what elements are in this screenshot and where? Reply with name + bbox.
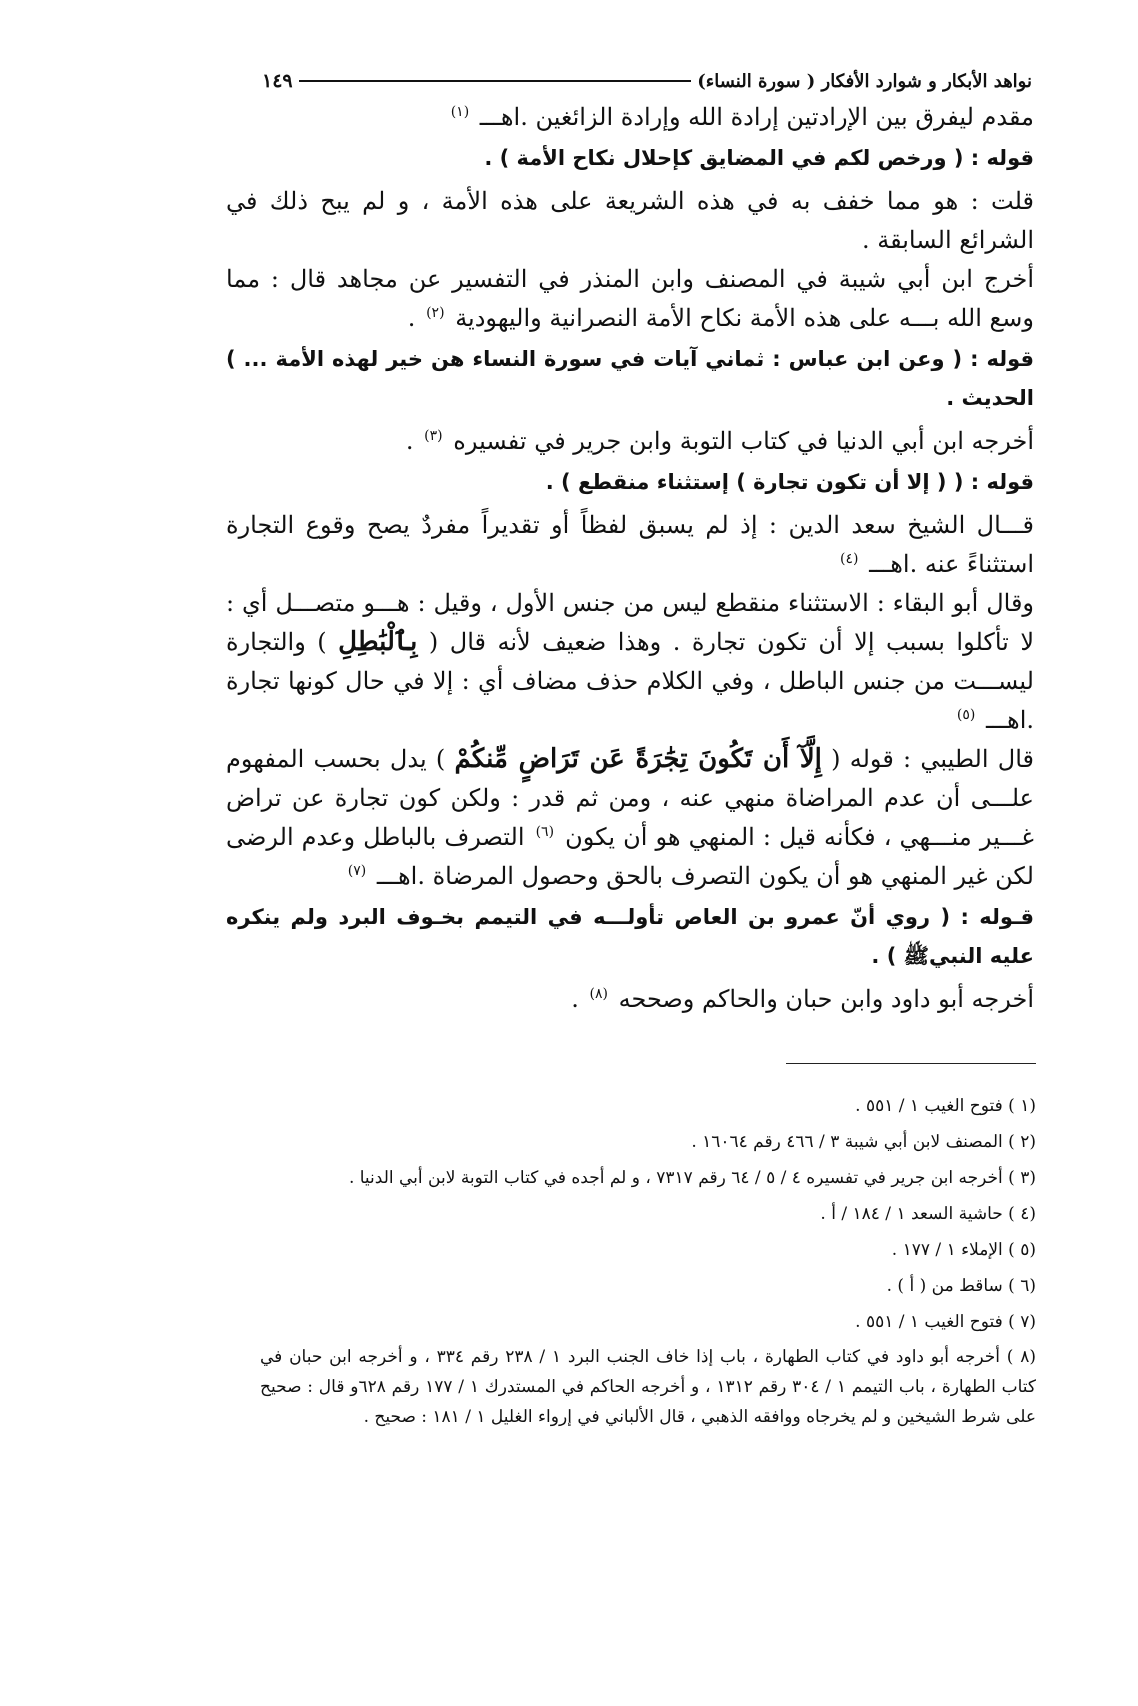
footnote-ref: (١) bbox=[450, 104, 470, 120]
footnote-ref: (٧) bbox=[347, 863, 367, 879]
paragraph-end: . bbox=[405, 427, 414, 455]
footnote-item: (٤ ) حاشية السعد ١ / ١٨٤ / أ . bbox=[820, 1204, 1036, 1224]
paragraph-text: التصرف بالباطل وعدم الرضى لكن غير المنهي هو أن يكون التصرف بالحق وحصول المرضاة .اهـــ bbox=[226, 823, 1034, 890]
paragraph bbox=[226, 740, 1034, 896]
commentary-heading: قـوله : ( روي أنّ عمرو بن العاص تأولـــه في التيمم بخـوف البرد ولم ينكره عليه النبيﷺ ) . bbox=[226, 905, 1034, 968]
footnote-item: (٧ ) فتوح الغيب ١ / ٥٥١ . bbox=[855, 1312, 1036, 1332]
running-header bbox=[262, 66, 1032, 96]
footnotes bbox=[260, 1090, 1036, 1436]
footnote-item: (٢ ) المصنف لابن أبي شيبة ٣ / ٤٦٦ رقم ١٦٠٦٤ . bbox=[691, 1132, 1036, 1152]
paragraph-end: . bbox=[571, 985, 579, 1013]
paragraph bbox=[226, 260, 1034, 338]
commentary-heading: قوله : ( ورخص لكم في المضايق كإحلال نكاح الأمة ) . bbox=[484, 146, 1034, 170]
footnote-item: (٦ ) ساقط من ( أ ) . bbox=[886, 1276, 1036, 1296]
footnote-item: (١ ) فتوح الغيب ١ / ٥٥١ . bbox=[855, 1096, 1036, 1116]
footnote-separator bbox=[786, 1063, 1036, 1064]
footnote-item: (٨ ) أخرجه أبو داود في كتاب الطهارة ، باب إذا خاف الجنب البرد ١ / ٢٣٨ رقم ٣٣٤ ، و أخرجه ابن حبان في كتاب الطهارة ، باب التيمم ١ / ٣٠٤ رقم ١٣١٢ ، و أخرجه الحاكم في المستدرك ١ / ١٧٧ رقم ٦٢٨و قال : صحيح على شرط الشيخين و لم يخرجاه ووافقه الذهبي ، قال الألباني في إرواء الغليل ١ / ١٨١ : صحيح . bbox=[260, 1347, 1036, 1427]
paragraph-text: مقدم ليفرق بين الإرادتين إرادة الله وإرادة الزائغين .اهـــ bbox=[479, 103, 1034, 131]
paragraph bbox=[226, 98, 1034, 137]
commentary-heading: قوله : ( وعن ابن عباس : ثماني آيات في سورة النساء هن خير لهذه الأمة ... ) الحديث . bbox=[226, 347, 1034, 410]
header-rule bbox=[299, 80, 692, 82]
paragraph bbox=[226, 422, 1034, 461]
paragraph-text: وقال أبو البقاء : الاستثناء منقطع ليس من جنس الأول ، وقيل : هـــو متصـــل أي : لا تأكلوا بسبب إلا أن تكون تجارة . وهذا ضعيف لأنه قال ( bbox=[226, 589, 1035, 656]
quran-quote: بِٱلْبَٰطِلِ bbox=[338, 627, 418, 657]
footnote-ref: (٣) bbox=[424, 428, 443, 444]
paragraph-text: أخرج ابن أبي شيبة في المصنف وابن المنذر في التفسير عن مجاهد قال : مما وسع الله بـــه على هذه الأمة نكاح الأمة النصرانية واليهودية bbox=[226, 265, 1034, 332]
footnote-ref: (٤) bbox=[840, 551, 859, 567]
footnote-ref: (٦) bbox=[535, 824, 555, 840]
paragraph-text: قـــال الشيخ سعد الدين : إذ لم يسبق لفظاً أو تقديراً مفردٌ يصح وقوع التجارة استثناءً عنه .اهـــ bbox=[226, 511, 1034, 578]
footnote-ref: (٨) bbox=[589, 986, 608, 1002]
paragraph-text: قال الطيبي : قوله ( bbox=[831, 745, 1034, 773]
footnote-ref: (٥) bbox=[956, 707, 976, 723]
quran-quote: إِلَّآ أَن تَكُونَ تِجَٰرَةً عَن تَرَاضٍ مِّنكُمْ bbox=[454, 744, 822, 774]
paragraph bbox=[226, 506, 1034, 584]
paragraph-text: أخرجه ابن أبي الدنيا في كتاب التوبة وابن جرير في تفسيره bbox=[453, 427, 1034, 455]
paragraph-text: ) والتجارة ليســـت من جنس الباطل ، وفي الكلام حذف مضاف أي : إلا في حال كونها تجارة .اهـــ bbox=[226, 628, 1034, 734]
main-text bbox=[226, 98, 1034, 1019]
footnote-item: (٣ ) أخرجه ابن جرير في تفسيره ٤ / ٥ / ٦٤ رقم ٧٣١٧ ، و لم أجده في كتاب التوبة لابن أبي الدنيا . bbox=[348, 1168, 1036, 1188]
footnote-item: (٥ ) الإملاء ١ / ١٧٧ . bbox=[891, 1240, 1036, 1260]
paragraph bbox=[226, 584, 1034, 740]
running-title: نواهد الأبكار و شوارد الأفكار ( سورة النساء) bbox=[697, 70, 1032, 92]
page-number: ١٤٩ bbox=[262, 70, 293, 92]
commentary-heading: قوله : ( ( إلا أن تكون تجارة ) إستثناء منقطع ) . bbox=[545, 470, 1034, 494]
paragraph: قلت : هو مما خفف به في هذه الشريعة على هذه الأمة ، و لم يبح ذلك في الشرائع السابقة . bbox=[226, 187, 1034, 254]
footnote-ref: (٢) bbox=[426, 305, 445, 321]
paragraph-text: ) يدل بحسب المفهوم علـــى أن عدم المراضاة منهي عنه ، ومن ثم قدر : ولكن كون تجارة عن تراض غـــير منـــهي ، فكأنه قيل : المنهي هو أن يكون bbox=[226, 745, 1034, 851]
paragraph-text: أخرجه أبو داود وابن حبان والحاكم وصححه bbox=[618, 985, 1034, 1013]
paragraph bbox=[226, 980, 1034, 1019]
paragraph-end: . bbox=[407, 304, 416, 332]
